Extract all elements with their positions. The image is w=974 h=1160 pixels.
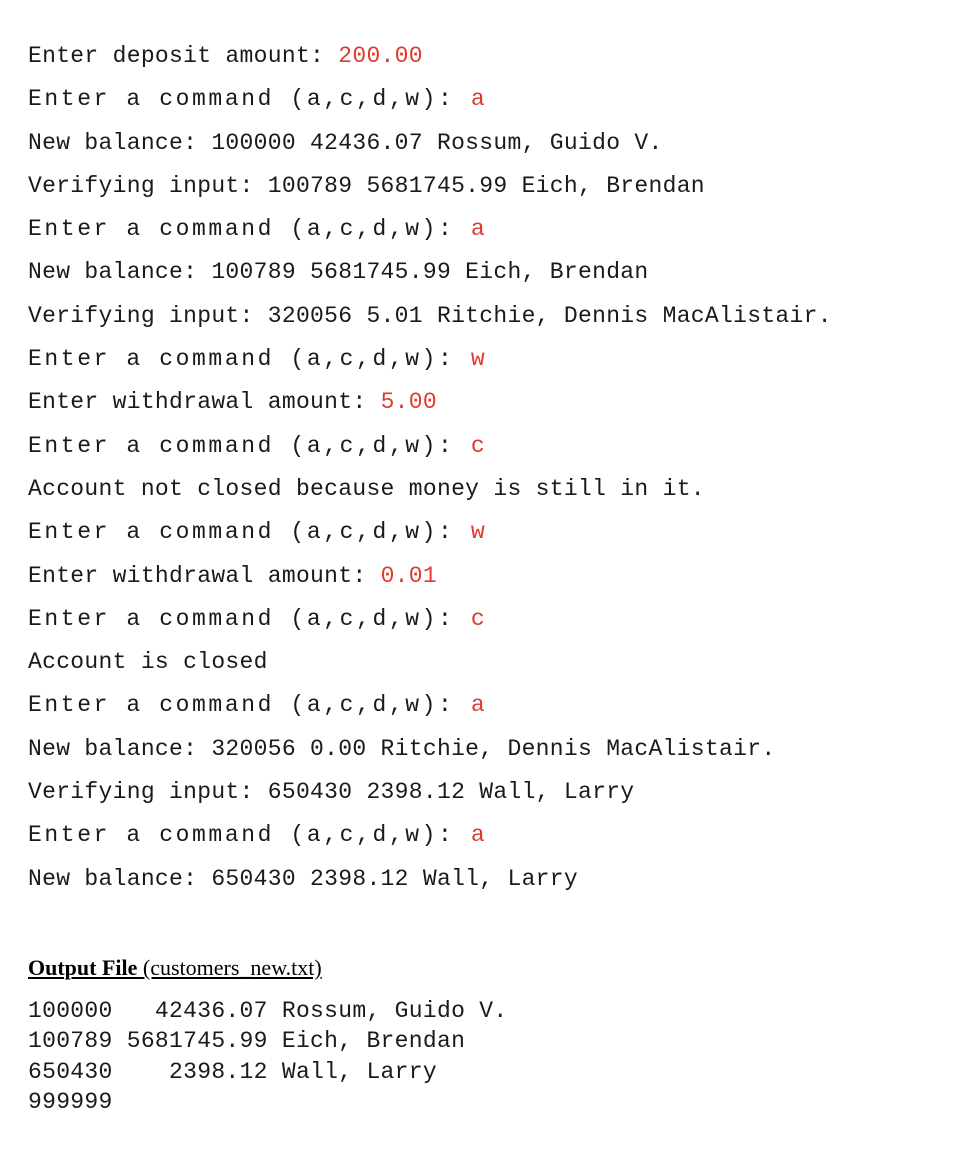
console-line (28, 601, 958, 644)
console-user-input: a (470, 86, 488, 113)
console-line (28, 211, 958, 254)
console-user-input: a (470, 692, 488, 719)
console-line (28, 341, 958, 384)
console-user-input: c (470, 605, 488, 632)
output-file-row: 100789 5681745.99 Eich, Brendan (28, 1028, 466, 1055)
console-output-text: Enter a command (a,c,d,w): (28, 692, 471, 719)
console-user-input: 5.00 (380, 389, 437, 416)
console-output-text: Account not closed because money is still in it. (28, 475, 705, 502)
console-line (28, 125, 958, 168)
console-output-text: Enter a command (a,c,d,w): (28, 519, 471, 546)
console-user-input: c (470, 432, 488, 459)
console-output-text: Enter a command (a,c,d,w): (28, 432, 471, 459)
console-line (28, 731, 958, 774)
console-line (28, 254, 958, 297)
console-line (28, 774, 958, 817)
output-file-row: 999999 (28, 1088, 113, 1115)
output-file-heading (28, 955, 322, 981)
console-transcript (28, 38, 958, 904)
console-line (28, 861, 958, 904)
console-line (28, 81, 958, 124)
output-file-heading-filename: (customers_new.txt) (137, 955, 322, 980)
output-file-row: 650430 2398.12 Wall, Larry (28, 1058, 437, 1085)
output-file-row: 100000 42436.07 Rossum, Guido V. (28, 998, 508, 1024)
console-output-text: Enter withdrawal amount: (28, 389, 381, 416)
output-file-contents (28, 996, 507, 1117)
console-line (28, 817, 958, 860)
console-output-text: New balance: 100000 42436.07 Rossum, Guido V. (28, 129, 663, 156)
console-line (28, 514, 958, 557)
console-user-input: 200.00 (338, 43, 423, 69)
console-output-text: Enter a command (a,c,d,w): (28, 216, 471, 243)
console-output-text: Enter a command (a,c,d,w): (28, 86, 471, 113)
console-line (28, 428, 958, 471)
document-page (28, 38, 958, 1115)
console-line (28, 471, 958, 514)
console-line (28, 644, 958, 687)
console-user-input: w (470, 519, 488, 546)
console-output-text: New balance: 100789 5681745.99 Eich, Brendan (28, 259, 649, 286)
console-line (28, 558, 958, 601)
console-user-input: a (470, 822, 488, 849)
console-user-input: 0.01 (380, 562, 437, 589)
console-output-text: Enter a command (a,c,d,w): (28, 346, 471, 373)
console-user-input: w (470, 346, 488, 373)
console-output-text: Verifying input: 100789 5681745.99 Eich, Brendan (28, 172, 705, 199)
console-output-text: Enter a command (a,c,d,w): (28, 822, 471, 849)
console-line (28, 298, 958, 341)
console-output-text: New balance: 320056 0.00 Ritchie, Dennis MacAlistair. (28, 735, 776, 762)
console-line (28, 38, 958, 81)
console-line (28, 168, 958, 211)
console-line (28, 687, 958, 730)
console-output-text: Verifying input: 320056 5.01 Ritchie, Dennis MacAlistair. (28, 302, 832, 329)
console-output-text: Enter withdrawal amount: (28, 562, 381, 589)
console-output-text: Account is closed (28, 649, 268, 676)
console-output-text: New balance: 650430 2398.12 Wall, Larry (28, 865, 578, 892)
console-output-text: Enter a command (a,c,d,w): (28, 605, 471, 632)
output-file-heading-label: Output File (28, 955, 138, 980)
console-line (28, 384, 958, 427)
console-user-input: a (470, 216, 488, 243)
console-output-text: Verifying input: 650430 2398.12 Wall, Larry (28, 779, 635, 806)
console-output-text: Enter deposit amount: (28, 43, 339, 69)
